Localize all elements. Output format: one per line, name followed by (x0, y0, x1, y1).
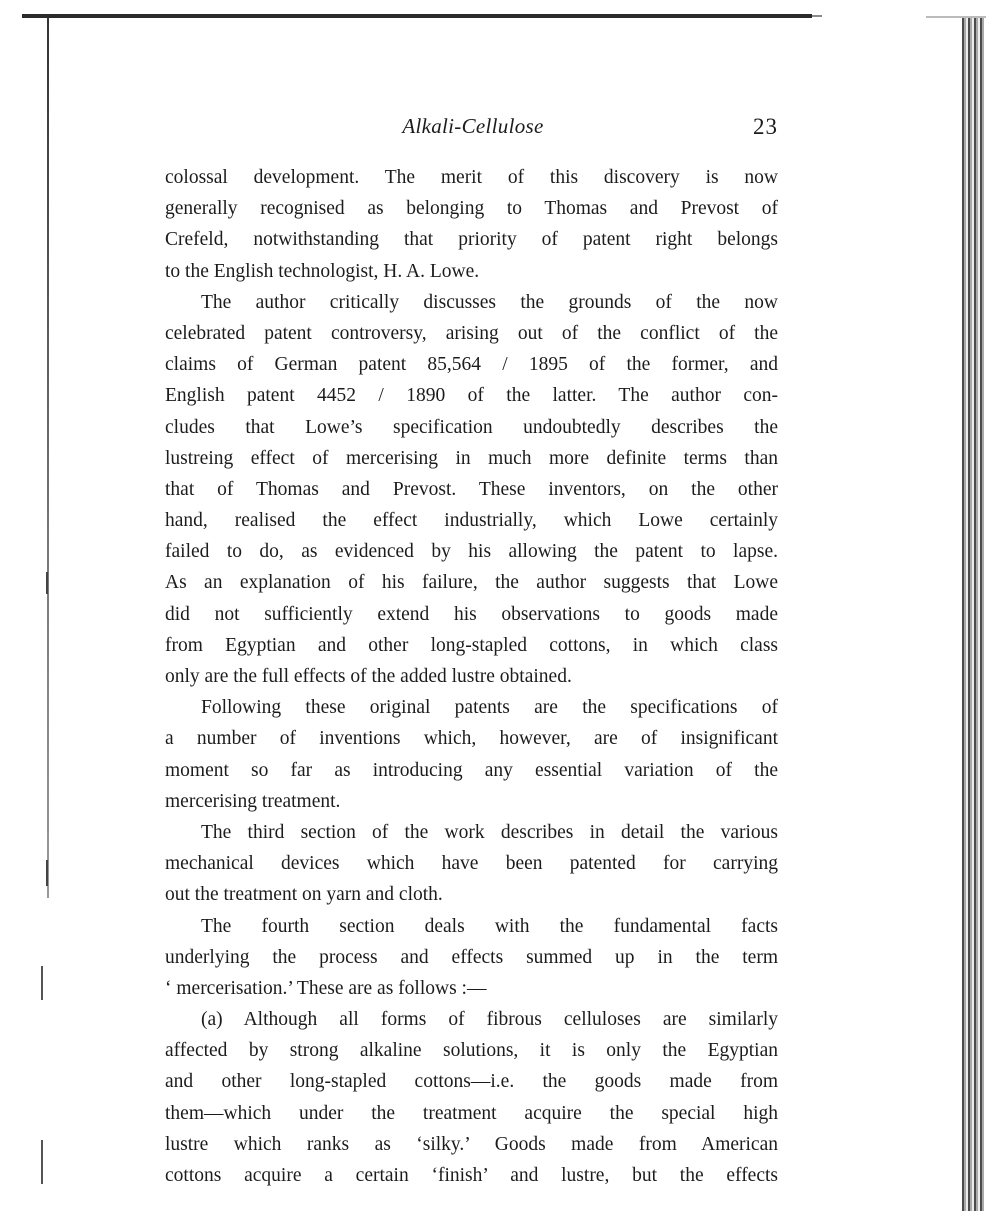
running-title: Alkali-Cellulose (402, 114, 544, 138)
text-line: lustre which ranks as ‘silky.’ Goods made from American (165, 1133, 778, 1155)
text-line: a number of inventions which, however, are of insignificant (165, 728, 778, 750)
text-line: underlying the process and effects summed up in the term (165, 946, 778, 968)
text-line: colossal development. The merit of this discovery is now (165, 167, 778, 188)
running-head (168, 114, 778, 144)
text-line: English patent 4452 / 1890 of the latter. The author con- (165, 385, 778, 407)
text-line: affected by strong alkaline solutions, it is only the Egyptian (165, 1040, 778, 1062)
top-border-rule (22, 14, 812, 18)
left-edge-mark (46, 860, 48, 886)
text-line: that of Thomas and Prevost. These inventors, on the other (165, 478, 778, 500)
text-line: failed to do, as evidenced by his allowing the patent to lapse. (165, 541, 778, 563)
text-line: Crefeld, notwithstanding that priority of patent right belongs (165, 229, 778, 251)
text-line: lustreing effect of mercerising in much more definite terms than (165, 447, 778, 469)
text-line: only are the full effects of the added lustre obtained. (165, 666, 572, 687)
text-line: The fourth section deals with the fundamental facts (201, 915, 778, 937)
text-line: claims of German patent 85,564 / 1895 of the former, and (165, 354, 778, 376)
text-line: (a) Although all forms of fibrous celluloses are similarly (201, 1009, 778, 1031)
text-line: mercerising treatment. (165, 790, 341, 812)
text-line: As an explanation of his failure, the author suggests that Lowe (165, 572, 778, 594)
text-line: The third section of the work describes in detail the various (201, 821, 778, 843)
text-line: The author critically discusses the grounds of the now (201, 291, 778, 313)
left-edge-mark (46, 572, 48, 594)
text-line: from Egyptian and other long-stapled cottons, in which class (165, 634, 778, 656)
text-line: cottons acquire a certain ‘finish’ and lustre, but the effects (165, 1165, 778, 1186)
top-border-rule-end (812, 15, 822, 17)
left-page-edge (47, 18, 49, 898)
left-edge-mark (41, 966, 43, 1000)
text-line: them—which under the treatment acquire the special high (165, 1102, 778, 1124)
left-edge-mark (41, 1140, 43, 1184)
text-line: moment so far as introducing any essential variation of the (165, 759, 778, 781)
text-line: generally recognised as belonging to Thomas and Prevost of (165, 198, 778, 220)
text-line: hand, realised the effect industrially, which Lowe certainly (165, 510, 778, 532)
right-page-edge (962, 18, 984, 1211)
text-line: ‘ mercerisation.’ These are as follows :— (165, 977, 487, 999)
text-line: and other long-stapled cottons—i.e. the goods made from (165, 1071, 778, 1093)
text-line: celebrated patent controversy, arising out of the conflict of the (165, 322, 778, 344)
text-line: mechanical devices which have been patented for carrying (165, 853, 778, 875)
text-line: did not sufficiently extend his observations to goods made (165, 603, 778, 625)
text-line: out the treatment on yarn and cloth. (165, 884, 443, 906)
text-line: cludes that Lowe’s specification undoubtedly describes the (165, 416, 778, 438)
page-number: 23 (753, 114, 778, 139)
body-text (165, 162, 778, 1191)
text-line: Following these original patents are the specifications of (201, 697, 778, 719)
text-line: to the English technologist, H. A. Lowe. (165, 260, 480, 282)
